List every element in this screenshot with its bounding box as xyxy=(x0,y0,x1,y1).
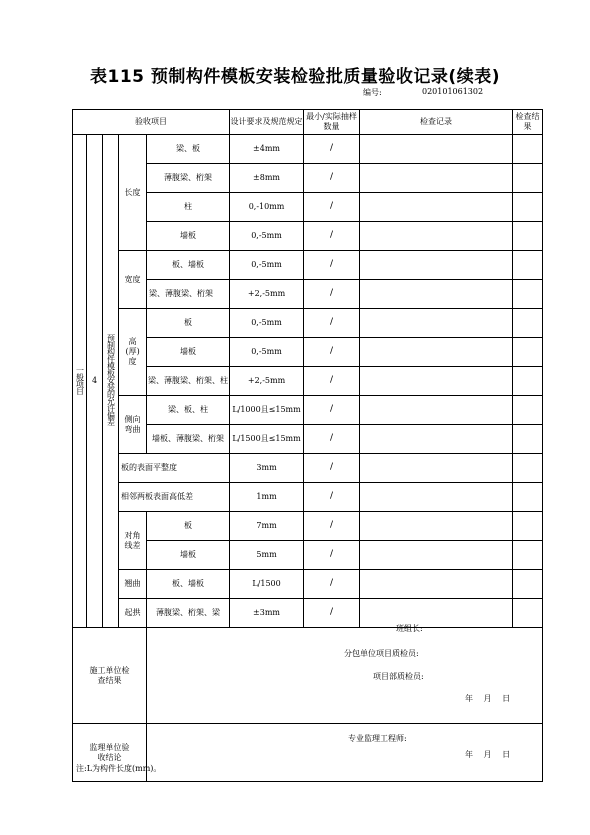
row-result[interactable] xyxy=(513,541,543,570)
row-min: / xyxy=(304,251,360,280)
row-record[interactable] xyxy=(360,512,513,541)
header-result: 检查结果 xyxy=(513,110,543,135)
row-result[interactable] xyxy=(513,309,543,338)
row-record[interactable] xyxy=(360,483,513,512)
row-design: L/1500且≤15mm xyxy=(230,425,304,454)
row-name: 板 xyxy=(147,512,230,541)
row-record[interactable] xyxy=(360,570,513,599)
row-record[interactable] xyxy=(360,135,513,164)
row-name: 墙板 xyxy=(147,222,230,251)
row-name: 墙板 xyxy=(147,541,230,570)
row-result[interactable] xyxy=(513,222,543,251)
header-record: 检查记录 xyxy=(360,110,513,135)
row-min: / xyxy=(304,280,360,309)
row-record[interactable] xyxy=(360,599,513,628)
supervision-label: 监理单位验收结论 xyxy=(89,742,130,762)
item-name-label: 预制构件模板安装的允许偏差 xyxy=(106,334,116,425)
row-record[interactable] xyxy=(360,222,513,251)
group-warp: 翘曲 xyxy=(119,570,147,599)
row-record[interactable] xyxy=(360,309,513,338)
row-design: 0,-5mm xyxy=(230,222,304,251)
row-min: / xyxy=(304,483,360,512)
row-design: +2,-5mm xyxy=(230,280,304,309)
group-side-bend-label: 侧向弯曲 xyxy=(124,414,141,434)
row-min: / xyxy=(304,164,360,193)
row-design: L/1500 xyxy=(230,570,304,599)
item-name-cell xyxy=(103,135,119,628)
row-design: ±3mm xyxy=(230,599,304,628)
row-result[interactable] xyxy=(513,512,543,541)
row-name: 板、墙板 xyxy=(147,570,230,599)
row-name: 柱 xyxy=(147,193,230,222)
row-record[interactable] xyxy=(360,396,513,425)
row-result[interactable] xyxy=(513,454,543,483)
dept-inspector-label: 项目部质检员: xyxy=(373,672,424,681)
row-name: 梁、板 xyxy=(147,135,230,164)
row-design: L/1000且≤15mm xyxy=(230,396,304,425)
row-design: 3mm xyxy=(230,454,304,483)
construction-label: 施工单位检查结果 xyxy=(89,665,130,685)
group-camber: 起拱 xyxy=(119,599,147,628)
row-name: 薄腹梁、桁架 xyxy=(147,164,230,193)
row-record[interactable] xyxy=(360,164,513,193)
row-min: / xyxy=(304,454,360,483)
code-label: 编号: xyxy=(363,88,382,97)
row-record[interactable] xyxy=(360,425,513,454)
group-height xyxy=(119,309,147,396)
supervision-date: 年 月 日 xyxy=(465,750,511,759)
row-design: +2,-5mm xyxy=(230,367,304,396)
row-design: 0,-5mm xyxy=(230,309,304,338)
row-record[interactable] xyxy=(360,454,513,483)
row-design: 0,-5mm xyxy=(230,251,304,280)
row-min: / xyxy=(304,222,360,251)
row-record[interactable] xyxy=(360,280,513,309)
row-result[interactable] xyxy=(513,193,543,222)
row-min: / xyxy=(304,367,360,396)
row-result[interactable] xyxy=(513,570,543,599)
row-min: / xyxy=(304,135,360,164)
row-min: / xyxy=(304,193,360,222)
row-min: / xyxy=(304,541,360,570)
row-min: / xyxy=(304,396,360,425)
team-leader-label: 班组长: xyxy=(396,624,423,633)
row-result[interactable] xyxy=(513,280,543,309)
row-name: 梁、板、柱 xyxy=(147,396,230,425)
group-diagonal xyxy=(119,512,147,570)
row-min: / xyxy=(304,309,360,338)
row-design: 0,-10mm xyxy=(230,193,304,222)
row-name: 板的表面平整度 xyxy=(119,454,230,483)
row-min: / xyxy=(304,338,360,367)
group-height-label: 高(厚)度 xyxy=(125,337,140,366)
construction-sign-area[interactable] xyxy=(147,628,543,724)
row-result[interactable] xyxy=(513,164,543,193)
header-item: 验收项目 xyxy=(73,110,230,135)
row-record[interactable] xyxy=(360,251,513,280)
item-no-cell: 4 xyxy=(87,135,103,628)
row-name: 墙板 xyxy=(147,338,230,367)
row-result[interactable] xyxy=(513,135,543,164)
row-name: 薄腹梁、桁架、梁 xyxy=(147,599,230,628)
header-min: 最小/实际抽样数量 xyxy=(304,110,360,135)
row-min: / xyxy=(304,570,360,599)
row-record[interactable] xyxy=(360,367,513,396)
row-name: 板、墙板 xyxy=(147,251,230,280)
row-result[interactable] xyxy=(513,251,543,280)
row-design: ±4mm xyxy=(230,135,304,164)
row-name: 梁、薄腹梁、桁架 xyxy=(147,280,230,309)
sub-inspector-label: 分包单位项目质检员: xyxy=(344,649,419,658)
row-design: 7mm xyxy=(230,512,304,541)
row-min: / xyxy=(304,512,360,541)
page-title: 表115 预制构件模板安装检验批质量验收记录(续表) xyxy=(90,67,500,87)
code-value: 020101061302 xyxy=(422,87,484,96)
row-result[interactable] xyxy=(513,396,543,425)
row-record[interactable] xyxy=(360,193,513,222)
category-cell xyxy=(73,135,87,628)
inspection-table xyxy=(72,109,543,782)
row-name: 相邻两板表面高低差 xyxy=(119,483,230,512)
group-length: 长度 xyxy=(119,135,147,251)
row-design: 0,-5mm xyxy=(230,338,304,367)
row-name: 墙板、薄腹梁、桁架 xyxy=(147,425,230,454)
row-result[interactable] xyxy=(513,483,543,512)
group-side-bend xyxy=(119,396,147,454)
engineer-label: 专业监理工程师: xyxy=(348,734,407,743)
row-record[interactable] xyxy=(360,541,513,570)
group-diagonal-label: 对角线差 xyxy=(124,530,141,550)
group-width: 宽度 xyxy=(119,251,147,309)
row-record[interactable] xyxy=(360,338,513,367)
header-design: 设计要求及规范规定 xyxy=(230,110,304,135)
row-design: 5mm xyxy=(230,541,304,570)
row-result[interactable] xyxy=(513,367,543,396)
row-result[interactable] xyxy=(513,338,543,367)
row-design: 1mm xyxy=(230,483,304,512)
row-result[interactable] xyxy=(513,425,543,454)
row-min: / xyxy=(304,425,360,454)
row-result[interactable] xyxy=(513,599,543,628)
row-name: 板 xyxy=(147,309,230,338)
row-design: ±8mm xyxy=(230,164,304,193)
footnote: 注:L为构件长度(mm)。 xyxy=(76,764,162,773)
row-name: 梁、薄腹梁、桁架、柱 xyxy=(147,367,230,396)
construction-date: 年 月 日 xyxy=(465,694,511,703)
construction-label-cell xyxy=(73,628,147,724)
row-min: / xyxy=(304,599,360,628)
category-label: 一般项目 xyxy=(75,365,85,394)
